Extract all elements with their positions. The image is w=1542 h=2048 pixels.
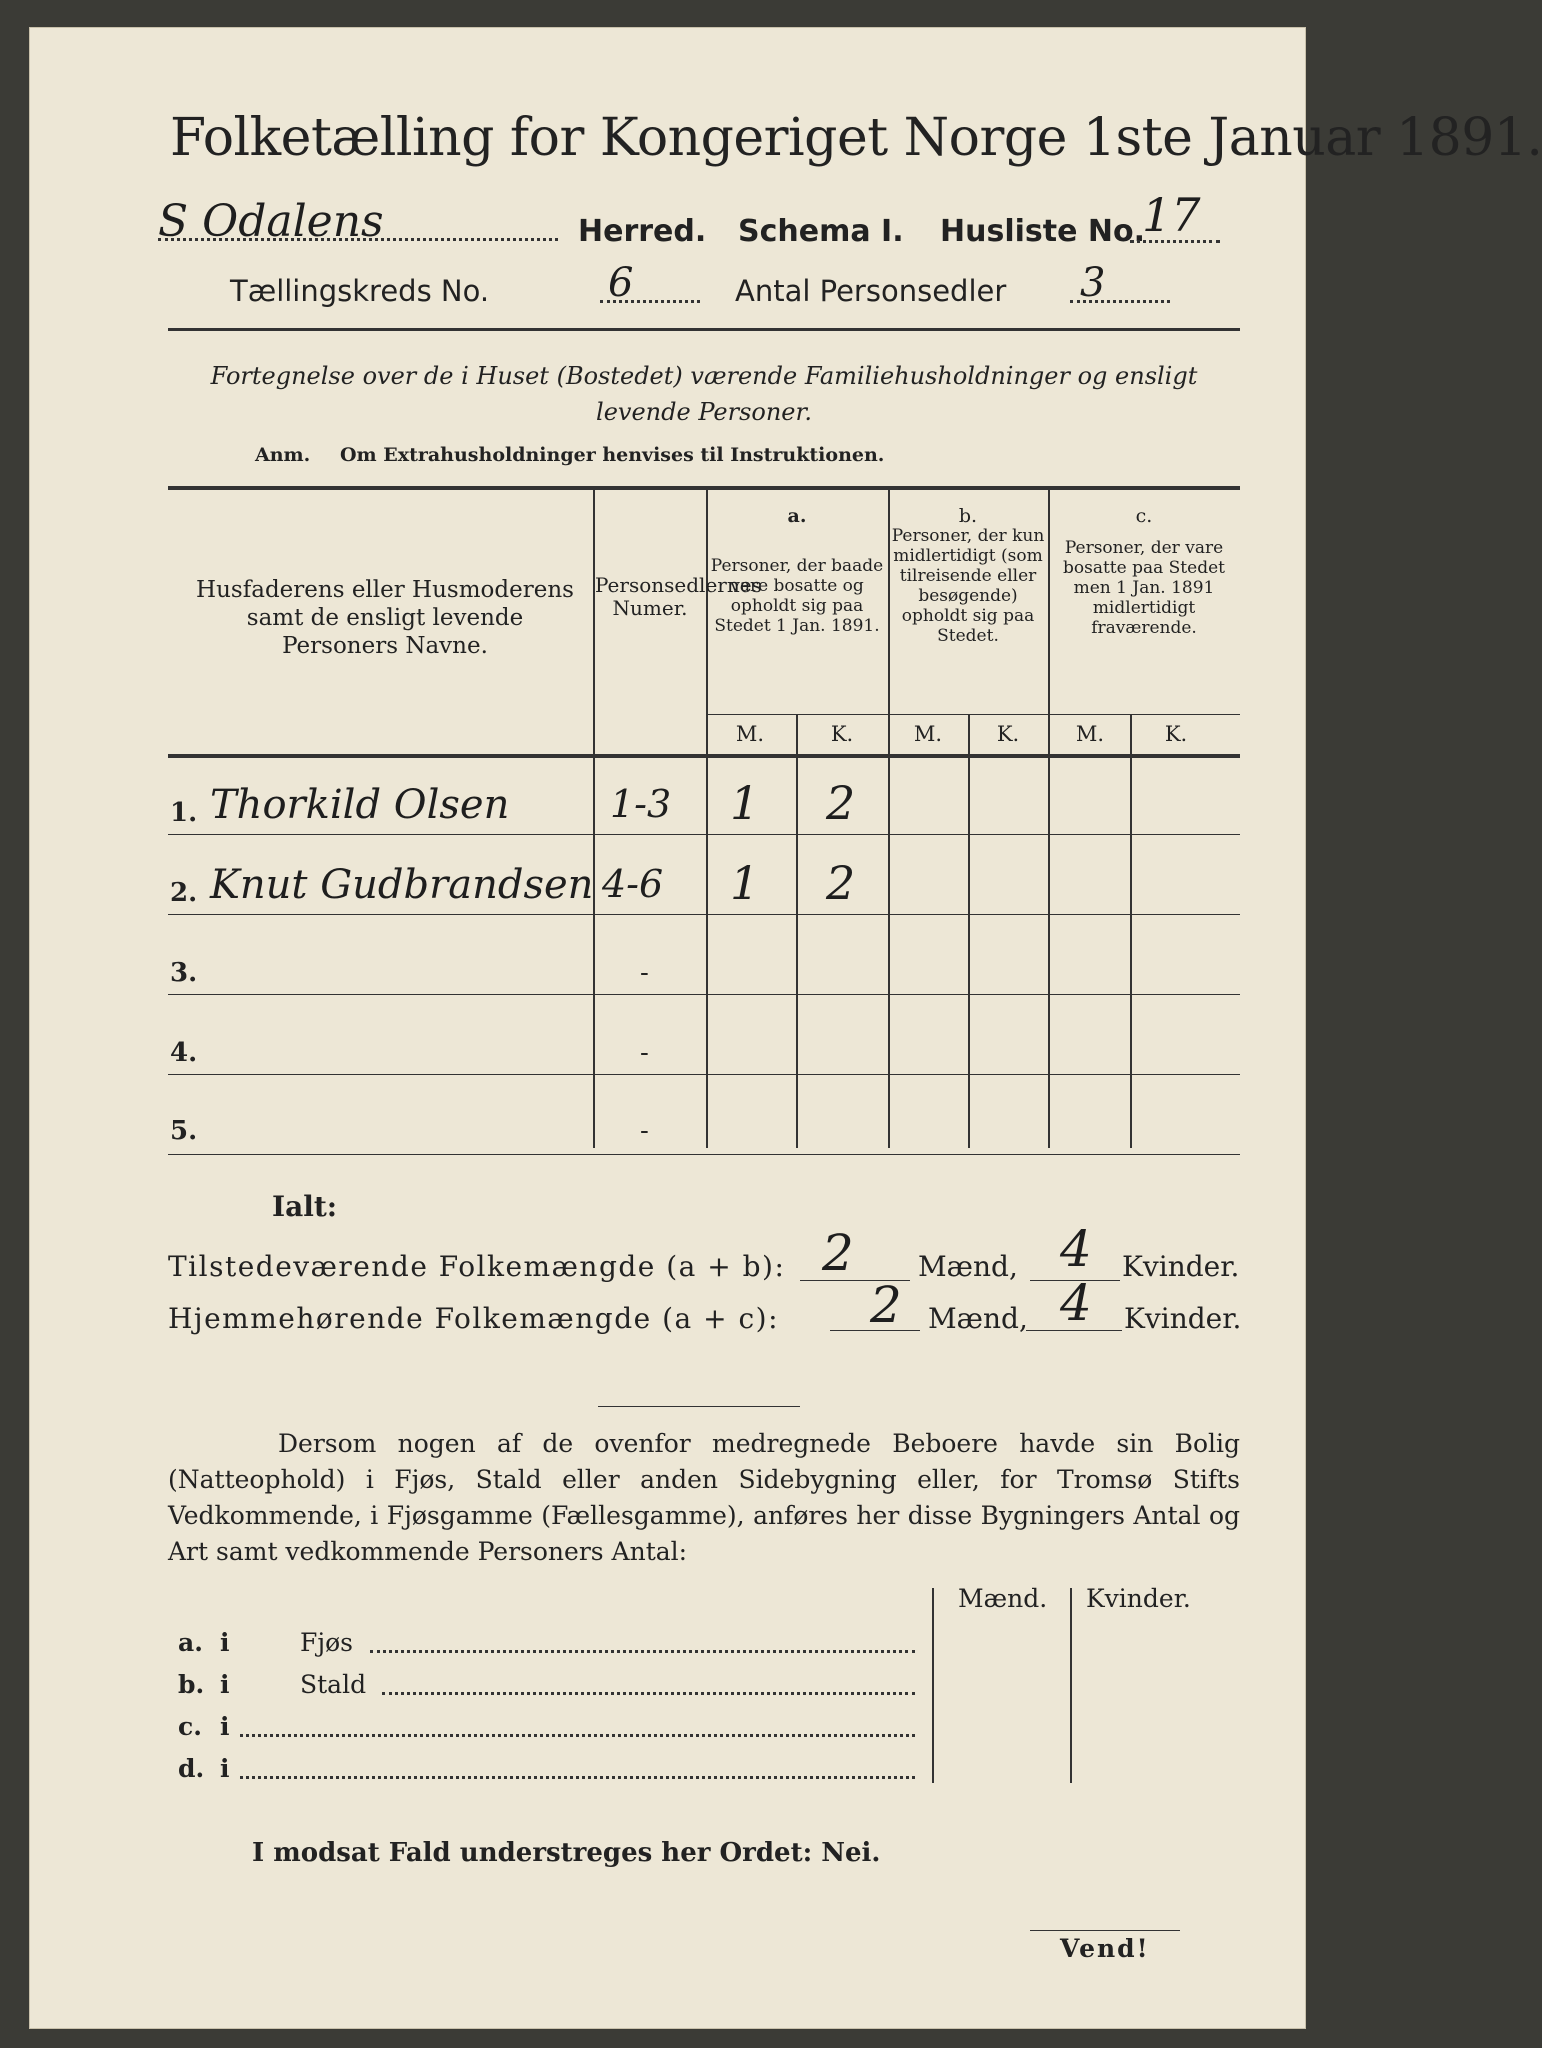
building-row-letter: d. — [178, 1754, 205, 1783]
header-rule — [168, 328, 1240, 331]
row-a-k: 2 — [826, 776, 856, 830]
buildings-col-women: Kvinder. — [1086, 1584, 1191, 1613]
row-rule — [168, 1154, 1240, 1155]
row-a-m: 1 — [730, 856, 760, 910]
b-m-label: M. — [913, 722, 943, 746]
husliste-value: 17 — [1142, 188, 1201, 242]
total-resident-men-line — [830, 1330, 920, 1331]
col-rule-ak — [796, 714, 798, 1148]
col-header-a-letter: a. — [787, 505, 807, 527]
kreds-label: Tællingskreds No. — [230, 274, 490, 308]
separator-rule — [598, 1406, 800, 1407]
col-header-b: Personer, der kun midlertidigt (som tilreisende eller besøgende) opholdt sig paa Stedet. — [891, 526, 1045, 646]
row-num: - — [640, 958, 649, 988]
building-row-dots — [240, 1734, 915, 1737]
husliste-dotted-line — [1130, 240, 1220, 243]
total-present-men: 2 — [822, 1224, 854, 1282]
buildings-col-rule-2 — [1070, 1588, 1072, 1783]
row-rule — [168, 914, 1240, 915]
form-title: Folketælling for Kongeriget Norge 1ste Januar 1891. — [170, 108, 1542, 168]
building-row-label: Stald — [300, 1670, 367, 1699]
herred-dotted-line — [158, 238, 558, 241]
col-header-c: Personer, der vare bosatte paa Stedet men 1 Jan. 1891 midlertidigt fraværende. — [1063, 538, 1225, 638]
antal-label: Antal Personsedler — [735, 274, 1007, 308]
col-header-name: Husfaderens eller Husmoderens samt de ensligt levende Personers Navne. — [196, 577, 574, 659]
kvinder-label: Kvinder. — [1124, 1302, 1242, 1335]
building-row-letter: c. — [178, 1712, 202, 1741]
building-row-dots — [240, 1776, 915, 1779]
row-rule — [168, 834, 1240, 835]
building-row-letter: a. — [178, 1628, 203, 1657]
row-num: 4-6 — [602, 862, 664, 906]
row-a-k: 2 — [826, 856, 856, 910]
antal-dotted-line — [1070, 300, 1170, 303]
intro-text: Fortegnelse over de i Huset (Bostedet) værende Familiehusholdninger og ensligt levende Personer. — [210, 362, 1198, 426]
row-number: 4. — [170, 1038, 198, 1068]
building-row-i: i — [220, 1628, 230, 1657]
c-m-label: M. — [1075, 722, 1105, 746]
building-row-i: i — [220, 1712, 230, 1741]
a-m-label: M. — [735, 722, 765, 746]
buildings-col-men: Mænd. — [958, 1584, 1048, 1613]
col-header-c-letter: c. — [1135, 505, 1153, 527]
b-k-label: K. — [996, 722, 1020, 746]
building-row-dots — [382, 1692, 915, 1695]
buildings-col-rule-1 — [932, 1588, 934, 1783]
maend-label: Mænd, — [918, 1250, 1018, 1283]
modsat-line: I modsat Fald understreges her Ordet: Nei. — [252, 1838, 881, 1868]
kreds-value: 6 — [608, 260, 634, 306]
herred-label: Herred. — [578, 214, 707, 249]
herred-value: S Odalens — [158, 196, 384, 247]
total-resident-men: 2 — [870, 1276, 902, 1334]
header-bottom-rule — [168, 754, 1240, 758]
row-num: - — [640, 1038, 649, 1068]
row-num: 1-3 — [610, 782, 672, 826]
row-rule — [168, 994, 1240, 995]
total-present-women: 4 — [1060, 1220, 1092, 1278]
col-rule-ck — [1130, 714, 1132, 1148]
mk-rule — [706, 714, 1240, 715]
buildings-paragraph: Dersom nogen af de ovenfor medregnede Beboere havde sin Bolig (Natteophold) i Fjøs, Stald eller anden Sidebygning eller, for Tromsø Stifts Vedkommende, i Fjøsgamme (Fællesgamme), anføres her disse Bygningers Antal og Art samt vedkommende Personers Antal: — [168, 1429, 1240, 1566]
row-name: Knut Gudbrandsen — [210, 862, 594, 908]
husliste-label: Husliste No. — [940, 214, 1145, 249]
row-a-m: 1 — [730, 776, 760, 830]
row-name: Thorkild Olsen — [210, 782, 510, 828]
a-k-label: K. — [830, 722, 854, 746]
building-row-label: Fjøs — [300, 1628, 353, 1657]
vend-label: Vend! — [1060, 1934, 1150, 1963]
table-top-rule — [168, 486, 1240, 490]
vend-rule — [1030, 1930, 1180, 1931]
row-number: 5. — [170, 1116, 198, 1146]
building-row-i: i — [220, 1670, 230, 1699]
anm-text: Om Extrahusholdninger henvises til Instruktionen. — [340, 444, 885, 466]
schema-label: Schema I. — [738, 214, 904, 249]
total-resident-women: 4 — [1060, 1274, 1092, 1332]
col-header-b-letter: b. — [958, 505, 978, 527]
col-header-num: Personsedlernes Numer. — [595, 573, 762, 620]
total-resident-women-line — [1026, 1330, 1122, 1331]
c-k-label: K. — [1164, 722, 1188, 746]
row-num: - — [640, 1116, 649, 1146]
col-rule-bk — [968, 714, 970, 1148]
total-present-label: Tilstedeværende Folkemængde (a + b): — [168, 1250, 786, 1283]
row-rule — [168, 1074, 1240, 1075]
col-header-a: Personer, der baade vare bosatte og opholdt sig paa Stedet 1 Jan. 1891. — [710, 556, 884, 636]
kvinder-label: Kvinder. — [1122, 1250, 1240, 1283]
census-form-page — [30, 28, 1542, 2028]
row-number: 2. — [170, 878, 198, 908]
row-number: 1. — [170, 798, 198, 828]
maend-label: Mænd, — [928, 1302, 1028, 1335]
anm-label: Anm. — [255, 444, 311, 466]
building-row-dots — [370, 1650, 915, 1653]
antal-value: 3 — [1080, 260, 1106, 306]
total-resident-label: Hjemmehørende Folkemængde (a + c): — [168, 1302, 779, 1335]
building-row-i: i — [220, 1754, 230, 1783]
row-number: 3. — [170, 958, 198, 988]
building-row-letter: b. — [178, 1670, 205, 1699]
kreds-dotted-line — [600, 300, 700, 303]
ialt-label: Ialt: — [272, 1190, 338, 1223]
